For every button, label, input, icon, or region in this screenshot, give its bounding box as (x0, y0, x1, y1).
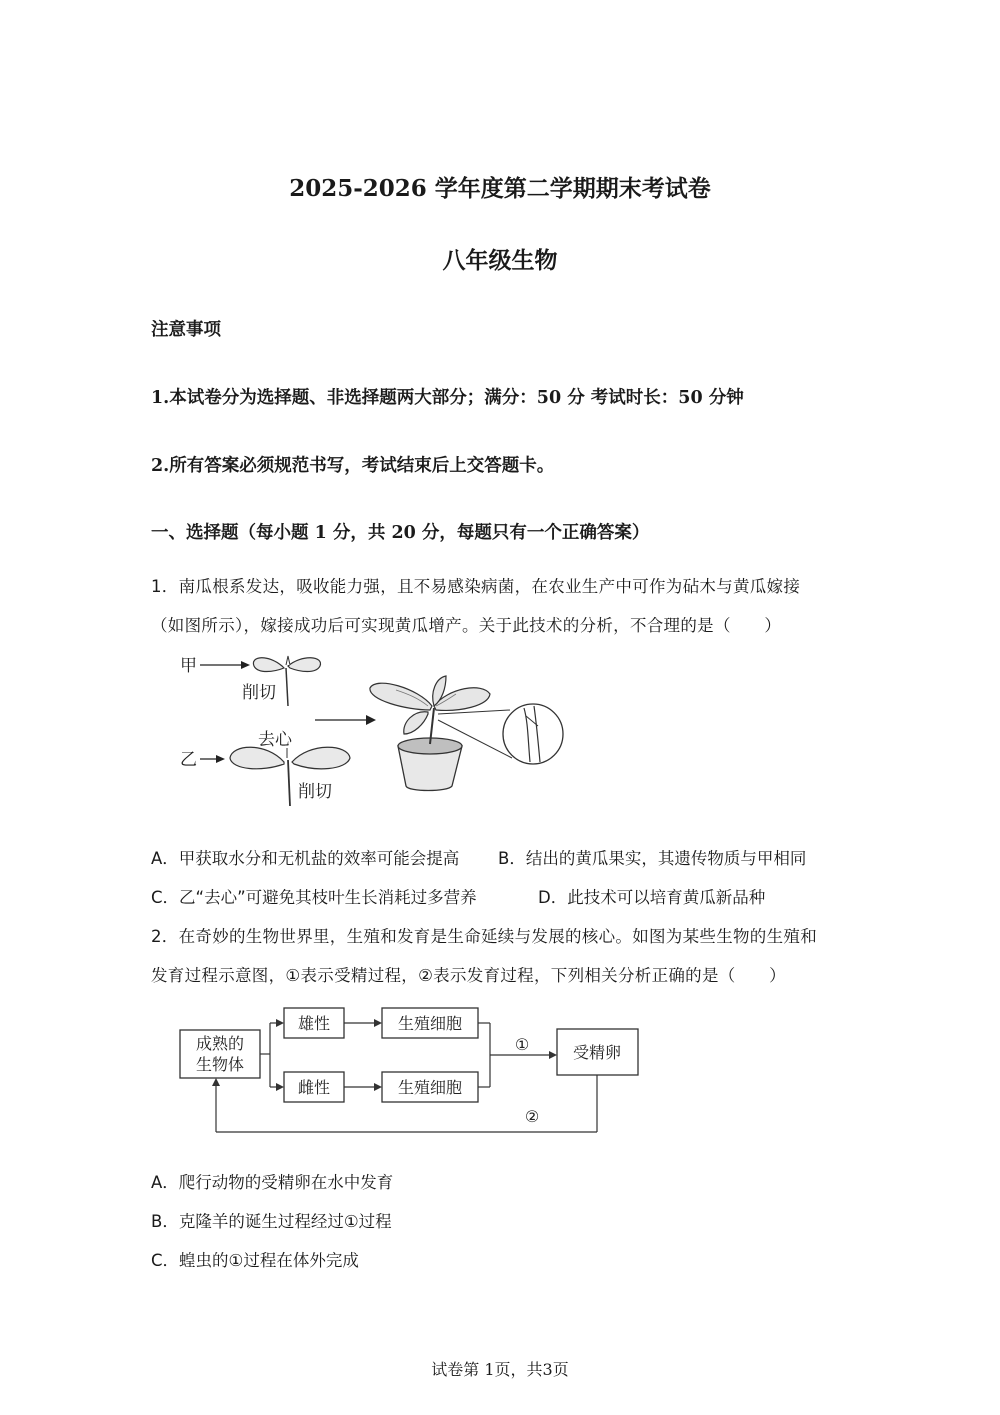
label-jia: 甲 (180, 656, 197, 676)
notice-item-1: 1.本试卷分为选择题、非选择题两大部分；满分：50 分 考试时长：50 分钟 (151, 388, 744, 408)
exam-title: 2025-2026 学年度第二学期期末考试卷 (289, 175, 711, 202)
q2-option-a: A．爬行动物的受精卵在水中发育 (151, 1173, 394, 1192)
female-label: 雌性 (297, 1078, 331, 1097)
label-yi: 乙 (180, 750, 197, 770)
mature-label-2: 生物体 (195, 1055, 245, 1074)
q2-text-line2: 发育过程示意图，①表示受精过程，②表示发育过程，下列相关分析正确的是（ ） (151, 966, 786, 985)
germ-cell-label-2: 生殖细胞 (397, 1078, 463, 1097)
q2-text-line1: 2．在奇妙的生物世界里，生殖和发育是生命延续与发展的核心。如图为某些生物的生殖和 (151, 927, 817, 946)
q2-option-b: B．克隆羊的诞生过程经过①过程 (151, 1212, 392, 1231)
germ-cell-label-1: 生殖细胞 (397, 1014, 463, 1033)
zygote-label: 受精卵 (572, 1043, 622, 1062)
seedling-yi (230, 747, 350, 806)
page-footer: 试卷第 1页，共3页 (431, 1360, 569, 1379)
q1-option-d: D．此技术可以培育黄瓜新品种 (538, 888, 766, 907)
grafted-plant-pot (370, 676, 490, 791)
male-label: 雄性 (297, 1014, 331, 1033)
label-cut-1: 削切 (242, 683, 276, 703)
q2-reproduction-diagram (170, 1000, 650, 1140)
q1-grafting-figure (170, 648, 590, 808)
q1-option-a: A．甲获取水分和无机盐的效率可能会提高 (151, 849, 460, 868)
q1-option-b: B．结出的黄瓜果实，其遗传物质与甲相同 (498, 849, 807, 868)
q1-text-line1: 1．南瓜根系发达，吸收能力强，且不易感染病菌，在农业生产中可作为砧木与黄瓜嫁接 (151, 577, 801, 596)
graft-closeup-circle (503, 704, 563, 764)
label-cut-2: 削切 (298, 782, 332, 802)
label-quxin: 去心 (258, 730, 292, 750)
notice-item-2: 2.所有答案必须规范书写，考试结束后上交答题卡。 (151, 456, 555, 476)
q2-option-c: C．蝗虫的①过程在体外完成 (151, 1251, 359, 1270)
q1-text-line2: （如图所示），嫁接成功后可实现黄瓜增产。关于此技术的分析，不合理的是（ ） (151, 616, 782, 635)
exam-subject: 八年级生物 (442, 247, 558, 274)
notice-heading: 注意事项 (151, 320, 221, 340)
step-1-label: ① (514, 1035, 530, 1054)
q1-option-c: C．乙“去心”可避免其枝叶生长消耗过多营养 (151, 888, 477, 907)
section-heading-choice: 一、选择题（每小题 1 分，共 20 分，每题只有一个正确答案） (151, 523, 650, 543)
mature-label-1: 成熟的 (195, 1034, 245, 1053)
step-2-label: ② (524, 1107, 540, 1126)
